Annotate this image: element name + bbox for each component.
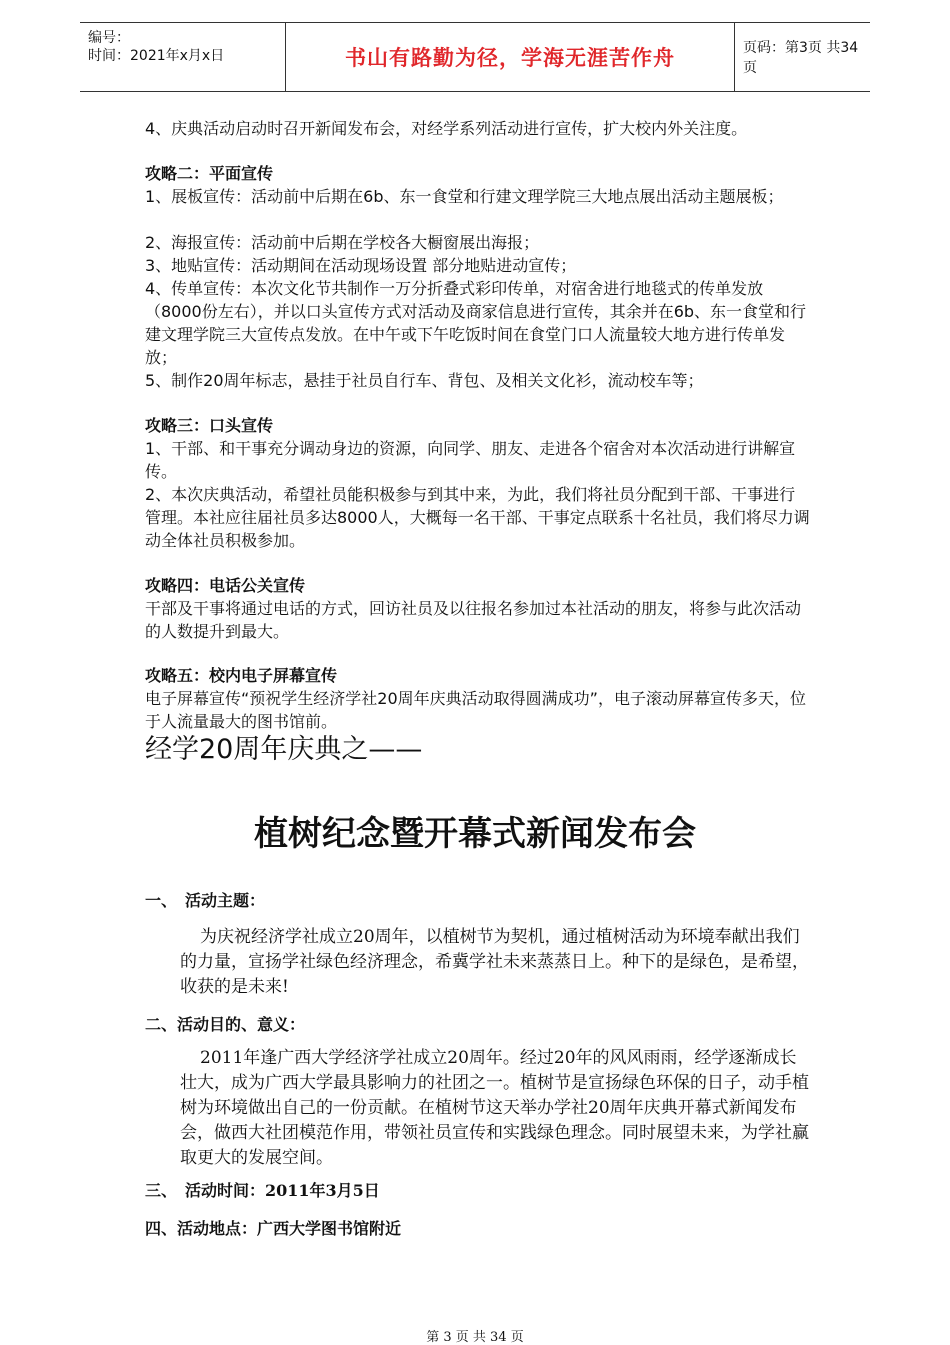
section1-body: 为庆祝经济学社成立20周年，以植树节为契机，通过植树活动为环境奉献出我们的力量，宣扬学社绿色经济理念，希冀学社未来蒸蒸日上。种下的是绿色，是希望，收获的是未来! bbox=[180, 927, 809, 997]
document-header bbox=[80, 22, 870, 92]
section2-text bbox=[180, 1046, 810, 1171]
intro-item: 4、庆典活动启动时召开新闻发布会，对经学系列活动进行宣传，扩大校内外关注度。 bbox=[145, 119, 748, 138]
strategy2-item-4: 4、传单宣传：本次文化节共制作一万分折叠式彩印传单，对宿舍进行地毯式的传单发放（8000份左右），并以口头宣传方式对活动及商家信息进行宣传，其余并在6b、东一食堂和行建文理学院三大宣传点发放。在中午或下午吃饭时间在食堂门口人流量较大地方进行传单发放； bbox=[145, 279, 807, 367]
strategy3-item-1: 1、干部、和干事充分调动身边的资源，向同学、朋友、走进各个宿舍对本次活动进行讲解宣传。 bbox=[145, 439, 796, 481]
page-footer: 第 3 页 共 34 页 bbox=[426, 1330, 524, 1345]
section1-text bbox=[180, 925, 810, 1000]
section1-title: 一、 活动主题： bbox=[145, 891, 266, 910]
strategy4-title: 攻略四：电话公关宣传 bbox=[145, 576, 306, 595]
strategy2-title: 攻略二：平面宣传 bbox=[145, 164, 274, 183]
section4-title: 四、活动地点：广西大学图书馆附近 bbox=[145, 1219, 402, 1238]
section2-body: 2011年逢广西大学经济学社成立20周年。经过20年的风风雨雨，经学逐渐成长壮大，成为广西大学最具影响力的社团之一。植树节是宣扬绿色环保的日子，动手植树为环境做出自己的一份贡献。在植树节这天举办学社20周年庆典开幕式新闻发布会，做西大社团模范作用，带领社员宣传和实践绿色理念。同时展望未来，为学社赢取更大的发展空间。 bbox=[180, 1048, 809, 1168]
number-label: 编号： bbox=[88, 30, 130, 46]
motto: 书山有路勤为径，学海无涯苦作舟 bbox=[345, 45, 675, 70]
section2-title: 二、活动目的、意义： bbox=[145, 1015, 306, 1034]
heading-line-1: 经学20周年庆典之—— bbox=[145, 734, 423, 765]
time-label: 时间：2021年x月x日 bbox=[88, 48, 225, 64]
header-meta bbox=[80, 23, 285, 91]
strategy2-item-3: 3、地贴宣传：活动期间在活动现场设置 部分地贴进动宣传； bbox=[145, 256, 577, 275]
strategy2-item-2: 2、海报宣传：活动前中后期在学校各大橱窗展出海报； bbox=[145, 233, 540, 252]
section3-title: 三、 活动时间：2011年3月5日 bbox=[145, 1181, 380, 1200]
header-page-cell bbox=[735, 23, 870, 91]
strategy2-item-1: 1、展板宣传：活动前中后期在6b、东一食堂和行建文理学院三大地点展出活动主题展板； bbox=[145, 187, 784, 206]
page-label: 页码：第3页 共34页 bbox=[743, 40, 859, 76]
strategy3-title: 攻略三：口头宣传 bbox=[145, 416, 274, 435]
strategy5-title: 攻略五：校内电子屏幕宣传 bbox=[145, 666, 338, 685]
strategy4-text: 干部及干事将通过电话的方式，回访社员及以往报名参加过本社活动的朋友，将参与此次活动的人数提升到最大。 bbox=[145, 599, 802, 641]
strategy2-item-5: 5、制作20周年标志，悬挂于社员自行车、背包、及相关文化衫，流动校车等； bbox=[145, 371, 704, 390]
heading-line-2: 植树纪念暨开幕式新闻发布会 bbox=[254, 814, 696, 854]
strategy5-text: 电子屏幕宣传“预祝学生经济学社20周年庆典活动取得圆满成功”，电子滚动屏幕宣传多天，位于人流量最大的图书馆前。 bbox=[145, 689, 806, 731]
header-motto-cell bbox=[285, 23, 735, 91]
strategy3-item-2: 2、本次庆典活动，希望社员能积极参与到其中来，为此，我们将社员分配到干部、干事进行管理。本社应往届社员多达8000人，大概每一名干部、干事定点联系十名社员，我们将尽力调动全体社员积极参加。 bbox=[145, 485, 810, 550]
